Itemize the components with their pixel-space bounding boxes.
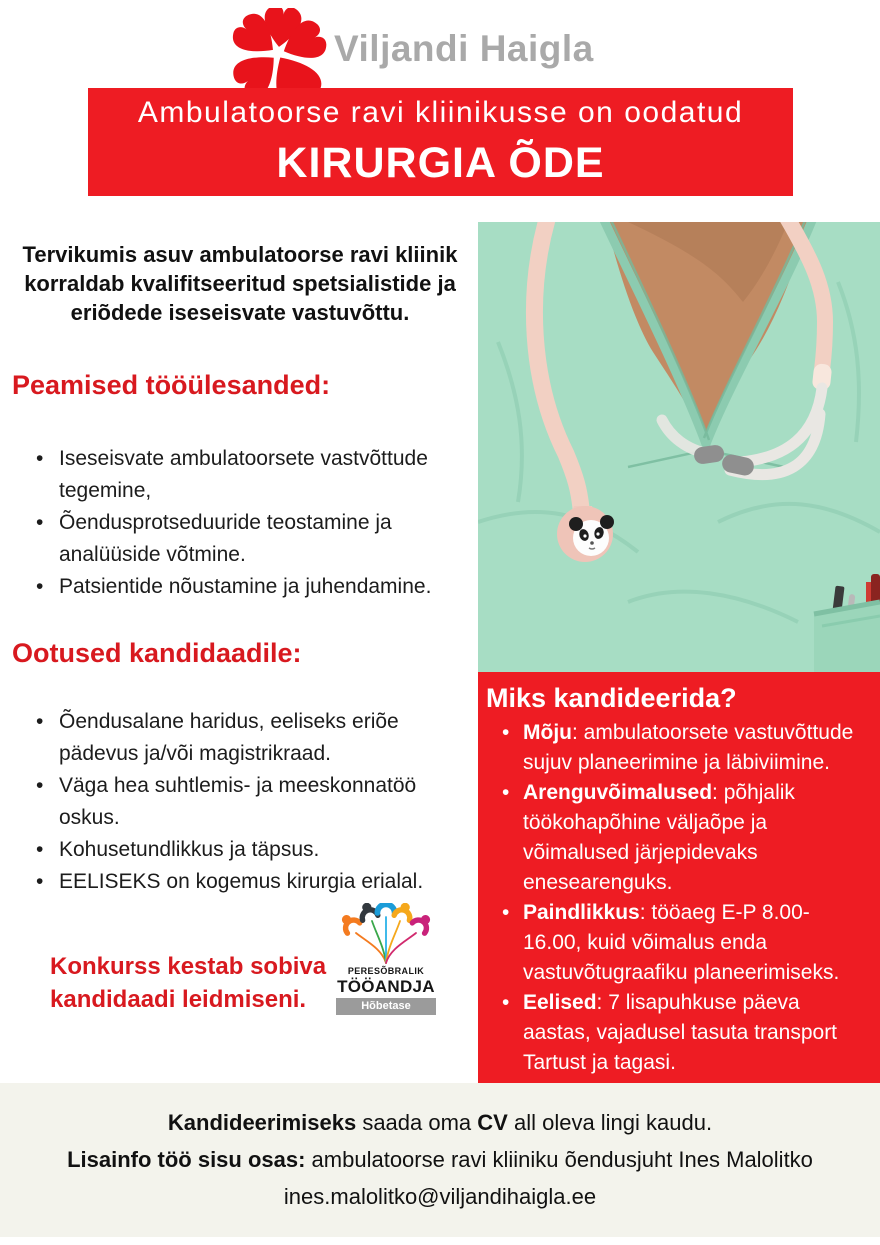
benefit-lead: Arenguvõimalused	[523, 781, 713, 804]
benefit-item	[502, 988, 862, 1078]
benefit-text: : põhjalik töökohapõhine väljaõpe ja võimalused järjepidevaks enesearenguks.	[523, 781, 795, 894]
contact-lead: Lisainfo töö sisu osas:	[67, 1147, 306, 1172]
brand-name: Viljandi Haigla	[334, 28, 594, 69]
benefit-lead: Paindlikkus	[523, 901, 640, 924]
badge-text-line2: TÖÖANDJA	[337, 977, 435, 996]
why-apply-heading: Miks kandideerida?	[486, 683, 737, 713]
benefit-text: : 7 lisapuhkuse päeva aastas, vajadusel tasuta transport Tartust ja tagasi.	[523, 991, 838, 1074]
expectation-item: • Õendusalane haridus, eeliseks eriõe pädevus ja/või magistrikraad.	[36, 706, 474, 770]
nurse-photo	[478, 222, 880, 672]
title-banner	[88, 88, 793, 196]
cv-keyword: CV	[477, 1110, 508, 1135]
expectation-item: • Väga hea suhtlemis- ja meeskonnatöö oskus.	[36, 770, 474, 834]
tasks-list	[36, 443, 474, 603]
family-friendly-employer-badge	[336, 903, 436, 1015]
apply-keyword: Kandideerimiseks	[167, 1110, 357, 1135]
application-footer	[0, 1083, 880, 1237]
badge-text-line1: PERESÕBRALIK	[347, 966, 425, 976]
benefit-lead: Mõju	[523, 721, 572, 744]
benefit-text: : tööaeg E-P 8.00-16.00, kuid võimalus enda vastuvõtugraafiku planeerimiseks.	[523, 901, 840, 984]
banner-subtitle: Ambulatoorse ravi kliinikusse on oodatud	[137, 96, 744, 129]
why-apply-panel	[478, 672, 880, 1083]
benefit-item	[502, 898, 862, 988]
why-apply-list	[502, 718, 862, 1078]
task-item: • Õendusprotseduuride teostamine ja analüüside võtmine.	[36, 507, 474, 571]
nurse-scrubs-illustration	[478, 222, 880, 672]
competition-note: Konkurss kestab sobiva kandidaadi leidmiseni.	[50, 953, 327, 1013]
contact-info: Lisainfo töö sisu osas: ambulatoorse ravi kliiniku õendusjuht Ines Malolitko	[67, 1147, 813, 1172]
badge-level-label: Hõbetase	[336, 998, 436, 1015]
benefit-text: : ambulatoorsete vastuvõttude sujuv planeerimine ja läbiviimine.	[523, 721, 854, 774]
intro-paragraph: Tervikumis asuv ambulatoorse ravi kliinik korraldab kvalifitseeritud spetsialistide ja eriõdede iseseisvate vastuvõttu.	[22, 242, 458, 325]
viljandi-haigla-flower-logo-icon	[228, 8, 328, 94]
benefit-lead: Eelised	[523, 991, 597, 1014]
bottom-margin	[0, 1237, 880, 1245]
family-friendly-employer-tree-icon	[336, 903, 436, 965]
expectation-item: • Kohusetundlikkus ja täpsus.	[36, 834, 474, 866]
tasks-heading: Peamised tööülesanded:	[12, 370, 331, 400]
task-item: • Patsientide nõustamine ja juhendamine.	[36, 571, 474, 603]
expectation-item: • EELISEKS on kogemus kirurgia erialal.	[36, 866, 474, 898]
apply-instruction: Kandideerimiseks saada oma CV all oleva lingi kaudu.	[167, 1110, 713, 1135]
task-item: • Iseseisvate ambulatoorsete vastvõttude tegemine,	[36, 443, 474, 507]
benefit-item	[502, 778, 862, 898]
expectations-heading: Ootused kandidaadile:	[12, 638, 302, 668]
benefit-item	[502, 718, 862, 778]
contact-email: ines.malolitko@viljandihaigla.ee	[283, 1184, 597, 1209]
banner-job-title: KIRURGIA ÕDE	[276, 139, 605, 187]
expectations-list	[36, 706, 474, 898]
